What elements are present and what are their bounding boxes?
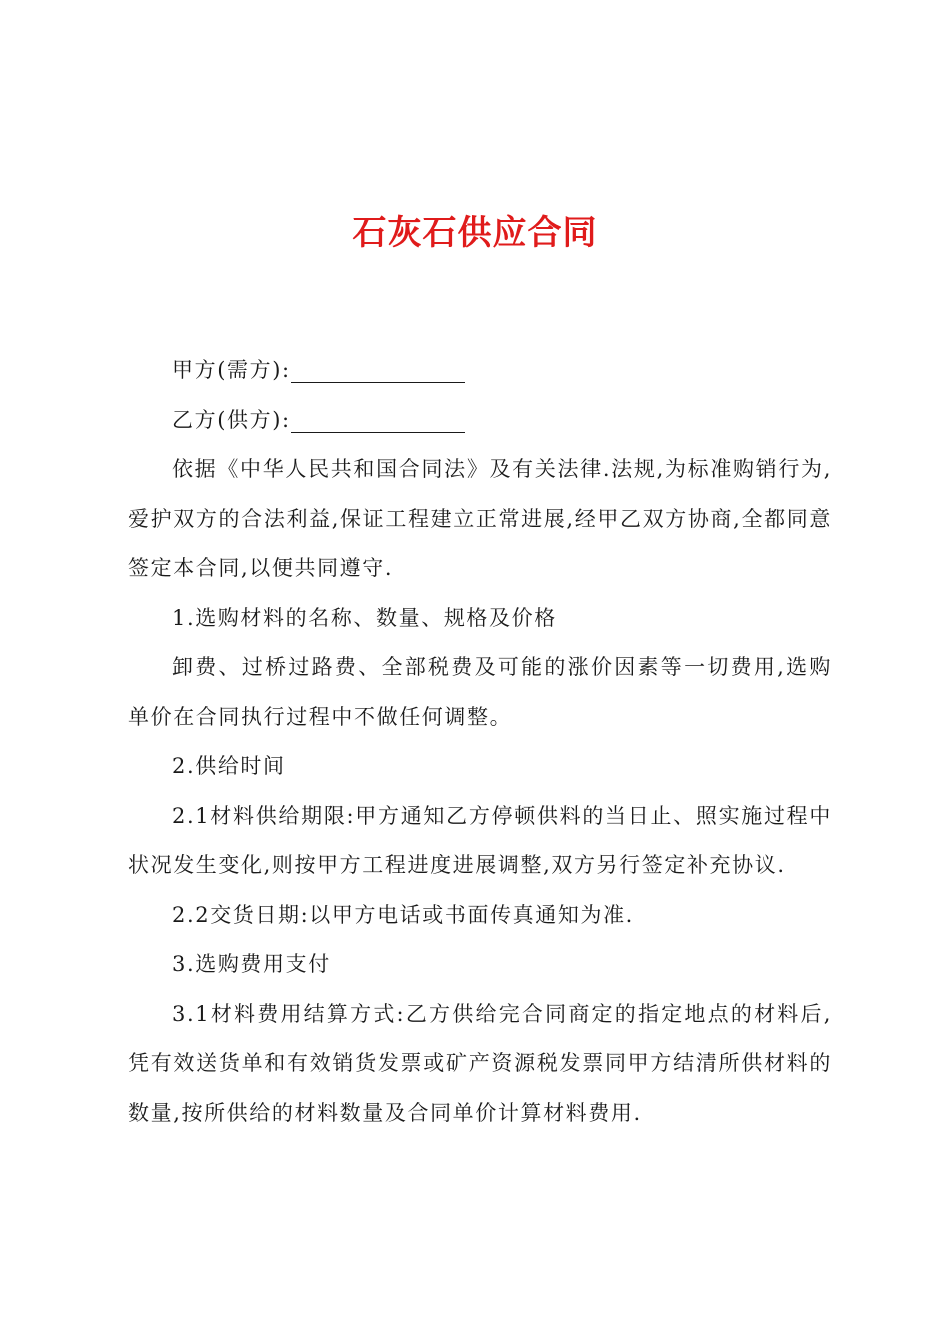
section-2-heading: 2.供给时间: [172, 754, 286, 778]
party-a-label: 甲方(需方):: [172, 358, 291, 382]
section-3-heading: 3.选购费用支付: [172, 952, 331, 976]
document-title: 石灰石供应合同: [352, 213, 598, 253]
document-body: [128, 346, 832, 1138]
paragraph-preamble: 依据《中华人民共和国合同法》及有关法律.法规,为标准购销行为,爱护双方的合法利益,保证工程建立正常进展,经甲乙双方协商,全都同意签定本合同,以便共同遵守.: [128, 457, 832, 580]
party-a-line: [128, 346, 832, 396]
paragraph-price-terms: 卸费、过桥过路费、全部税费及可能的涨价因素等一切费用,选购单价在合同执行过程中不做任何调整。: [128, 655, 832, 729]
party-b-line: [128, 396, 832, 446]
clause-3-1: 3.1材料费用结算方式:乙方供给完合同商定的指定地点的材料后,凭有效送货单和有效销货发票或矿产资源税发票同甲方结清所供材料的数量,按所供给的材料数量及合同单价计算材料费用.: [128, 1001, 832, 1125]
clause-2-1: 2.1材料供给期限:甲方通知乙方停顿供料的当日止、照实施过程中状况发生变化,则按甲方工程进度进展调整,双方另行签定补充协议.: [128, 803, 832, 877]
party-b-blank: [291, 408, 465, 433]
section-1-heading: 1.选购材料的名称、数量、规格及价格: [172, 605, 557, 630]
party-a-blank: [291, 358, 465, 383]
party-b-label: 乙方(供方):: [172, 407, 291, 432]
clause-2-2: 2.2交货日期:以甲方电话或书面传真通知为准.: [172, 902, 634, 927]
